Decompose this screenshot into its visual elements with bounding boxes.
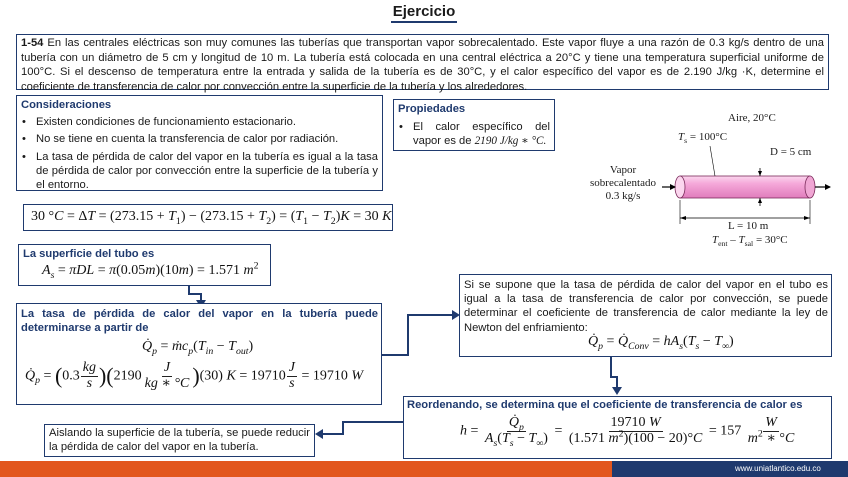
page-title-text: Ejercicio [391,3,458,23]
considerations-heading: Consideraciones [21,99,112,111]
problem-statement [16,34,829,93]
pipe-body [680,176,810,198]
vapor-line1: Vapor [609,164,637,176]
vapor-line3: 0.3 kg/s [605,190,641,202]
air-label: Aire, 20°C [728,112,776,124]
problem-body: En las centrales eléctricas son muy comunes las tuberías que transportan vapor sobrecalentado. Este vapor fluye a una razón de 0.3 kg/s dentro de una tubería con un diámetro de 5 cm y longitud de 10 m. La tubería está colocada en una central eléctrica a 20°C y tiene una temperatura superficial uniforme de 100°C. Si el descenso de temperatura entre la entrada y salida de la tubería es de 30°C, y el calor específico del vapor es de 2.190 J/kg ·K, determine el coeficiente de transferencia de calor por convección entre la superficie de la tubería y los alrededores. [21,37,824,93]
temp-drop-value: = 30°C [753,234,788,246]
considerations-box [16,95,383,191]
page-title [0,3,848,23]
vapor-line2: sobrecalentado [590,177,656,189]
property-text: El calor específico del vapor es de [413,121,550,147]
heat-loss-heading: La tasa de pérdida de calor del vapor en la tubería puede determinarse a partir de [21,308,378,334]
properties-box [393,99,555,151]
properties-list [398,120,550,148]
pipe-end [805,176,815,198]
tsal-subscript: sal [744,239,754,249]
problem-number: 1-54 [21,37,44,49]
property-item [398,120,550,148]
diameter-label: D = 5 cm [770,146,812,158]
length-label: L = 10 m [728,220,769,232]
rearrange-heading: Reordenando, se determina que el coeficiente de transferencia de calor es [407,399,803,411]
area-heading: La superficie del tubo es [23,248,155,260]
insulation-box [44,424,315,457]
pipe-start [675,176,685,198]
problem-text [21,36,824,94]
delta-t-equation: 30 $^\circ C = \Delta T = (273.15 + T_1) - (273.15 + T_2) = (T_1 - T_2)K = 30$ K [31,209,392,227]
property-value: 2190 J/kg ∗ °C. [474,135,547,147]
arrow-rearrange-insulation [313,420,405,440]
pipe-figure [580,108,835,250]
consideration-item: • Existen condiciones de funcionamiento estacionario. [21,115,378,129]
insulation-text: Aislando la superficie de la tubería, se puede reducir la pérdida de calor del vapor en la tubería. [49,427,310,453]
considerations-list [21,115,378,192]
tent-subscript: ent [718,239,728,249]
h-equation: h = $\frac{Q̇_p}{A_s(T_s - T_\infty)}$ = $\frac{19710 W}{(1.571 m^2)(100 - 20)^\circ C}$ = 157 $\frac{W}{m^2 ∗ ^\circ C}$ [460,415,795,449]
footer-url[interactable]: www.uniatlantico.edu.co [735,464,821,473]
area-equation: $A_s = \pi DL = \pi(0.05m)(10m) = 1.571$ $m^2$ [42,260,259,281]
ts-symbol: T [678,131,685,143]
ts-value: = 100°C [687,131,728,143]
heat-loss-equation-1: $Q̇_p$ = $ṁc_p(T_{in} - T_{out})$ [142,339,254,357]
tent-symbol: T [712,234,719,246]
arrow-loss-newton [382,305,462,385]
newton-equation: $Q̇_p$ = $Q̇_{Conv} = hA_s(T_s - T_\infty)$ [588,334,734,352]
footer-orange-bar [0,461,612,477]
temp-drop-label [712,234,788,249]
tsal-symbol: – T [727,234,745,246]
consideration-item: • No se tiene en cuenta la transferencia de calor por radiación. [21,132,378,146]
consideration-item: • La tasa de pérdida de calor del vapor en la tubería es igual a la tasa de pérdida de calor por convección entre la superficie de la tubería y el entorno. [21,150,378,193]
properties-heading: Propiedades [398,103,466,115]
arrow-newton-rearrange [605,357,629,397]
ts-subscript: s [684,136,688,146]
newton-text: Si se supone que la tasa de pérdida de calor del vapor en el tubo es igual a la tasa de transferencia de calor por convección, se puede determinar el coeficiente de transferencia de calor mediante la ley de Newton del enfriamiento: [464,279,828,334]
ts-label [678,131,728,146]
vapor-label [583,164,663,203]
heat-loss-equation-2: $Q̇_p = (0.3$ $\frac{kg}{s}$ )(2190 $\frac{J}{kg ∗ ^\circ C}$ )(30) K = 19710 $\frac{J}{s}$ = 19710 W [25,360,364,391]
